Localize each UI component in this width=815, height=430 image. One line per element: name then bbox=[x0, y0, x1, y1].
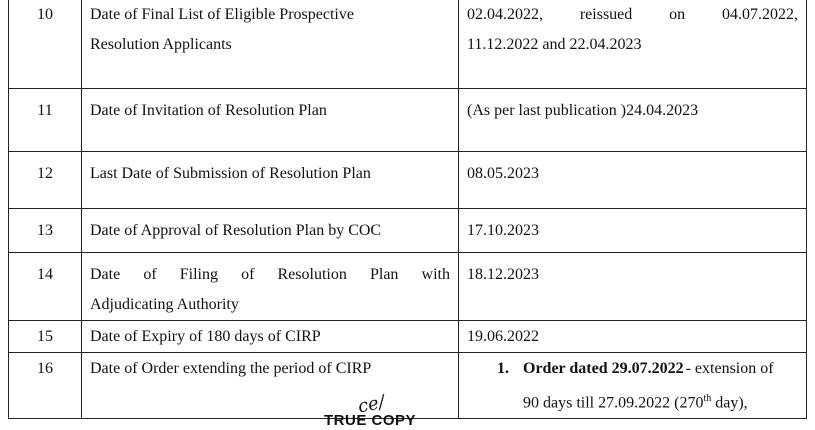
order-line bbox=[523, 354, 798, 384]
row-number: 13 bbox=[9, 209, 82, 253]
row-value: 08.05.2023 bbox=[459, 152, 807, 209]
label-word: with bbox=[421, 266, 450, 283]
order-rest: day), bbox=[711, 394, 748, 412]
order-line bbox=[523, 384, 798, 418]
row-value: 17.10.2023 bbox=[459, 209, 807, 253]
true-copy-stamp: TRUE COPY bbox=[324, 412, 417, 429]
label-line bbox=[90, 260, 450, 290]
ordinal-suffix: th bbox=[703, 393, 712, 404]
row-number: 10 bbox=[9, 0, 82, 89]
row-label: Date of Invitation of Resolution Plan bbox=[82, 89, 459, 152]
label-word: Resolution bbox=[277, 266, 347, 283]
table-row bbox=[9, 209, 807, 253]
label-word: Filing bbox=[179, 266, 218, 283]
order-text bbox=[523, 354, 798, 418]
label-word: of bbox=[143, 266, 157, 283]
value-word: on bbox=[669, 6, 686, 23]
row-label: Date of Approval of Resolution Plan by COC bbox=[82, 209, 459, 253]
row-value: 19.06.2022 bbox=[459, 321, 807, 353]
value-line: 11.12.2022 and 22.04.2023 bbox=[467, 36, 642, 53]
row-label: Date of Order extending the period of CIRP bbox=[82, 353, 459, 419]
row-label bbox=[82, 253, 459, 321]
table-row bbox=[9, 0, 807, 89]
value-line bbox=[467, 0, 798, 30]
row-number: 16 bbox=[9, 353, 82, 419]
table-row bbox=[9, 89, 807, 152]
row-number: 12 bbox=[9, 152, 82, 209]
value-word: 04.07.2022, bbox=[721, 6, 798, 23]
row-number: 15 bbox=[9, 321, 82, 353]
row-label bbox=[82, 0, 459, 89]
label-word: Plan bbox=[369, 266, 399, 283]
label-word: Date bbox=[90, 266, 121, 283]
row-value bbox=[459, 353, 807, 419]
label-line: Resolution Applicants bbox=[90, 36, 232, 53]
label-word: of bbox=[241, 266, 255, 283]
signature: ce/ bbox=[356, 391, 387, 418]
list-index: 1. bbox=[497, 360, 509, 377]
row-number: 11 bbox=[9, 89, 82, 152]
order-date-bold: Order dated 29.07.2022 bbox=[523, 360, 684, 377]
order-list-item bbox=[467, 354, 798, 418]
label-line: Date of Final List of Eligible Prospective bbox=[90, 6, 354, 23]
cirp-timeline-table bbox=[8, 0, 807, 419]
label-line: Adjudicating Authority bbox=[90, 296, 239, 313]
row-number: 14 bbox=[9, 253, 82, 321]
value-word: reissued bbox=[579, 6, 633, 23]
table-row bbox=[9, 152, 807, 209]
order-rest: 90 days till 27.09.2022 (270 bbox=[523, 394, 704, 412]
order-rest: - extension of bbox=[685, 360, 774, 377]
value-word: 02.04.2022, bbox=[467, 6, 543, 23]
row-value bbox=[459, 0, 807, 89]
table-row bbox=[9, 253, 807, 321]
row-value: (As per last publication )24.04.2023 bbox=[459, 89, 807, 152]
row-label: Last Date of Submission of Resolution Plan bbox=[82, 152, 459, 209]
table-row bbox=[9, 321, 807, 353]
row-value: 18.12.2023 bbox=[459, 253, 807, 321]
table-row bbox=[9, 353, 807, 419]
row-label: Date of Expiry of 180 days of CIRP bbox=[82, 321, 459, 353]
